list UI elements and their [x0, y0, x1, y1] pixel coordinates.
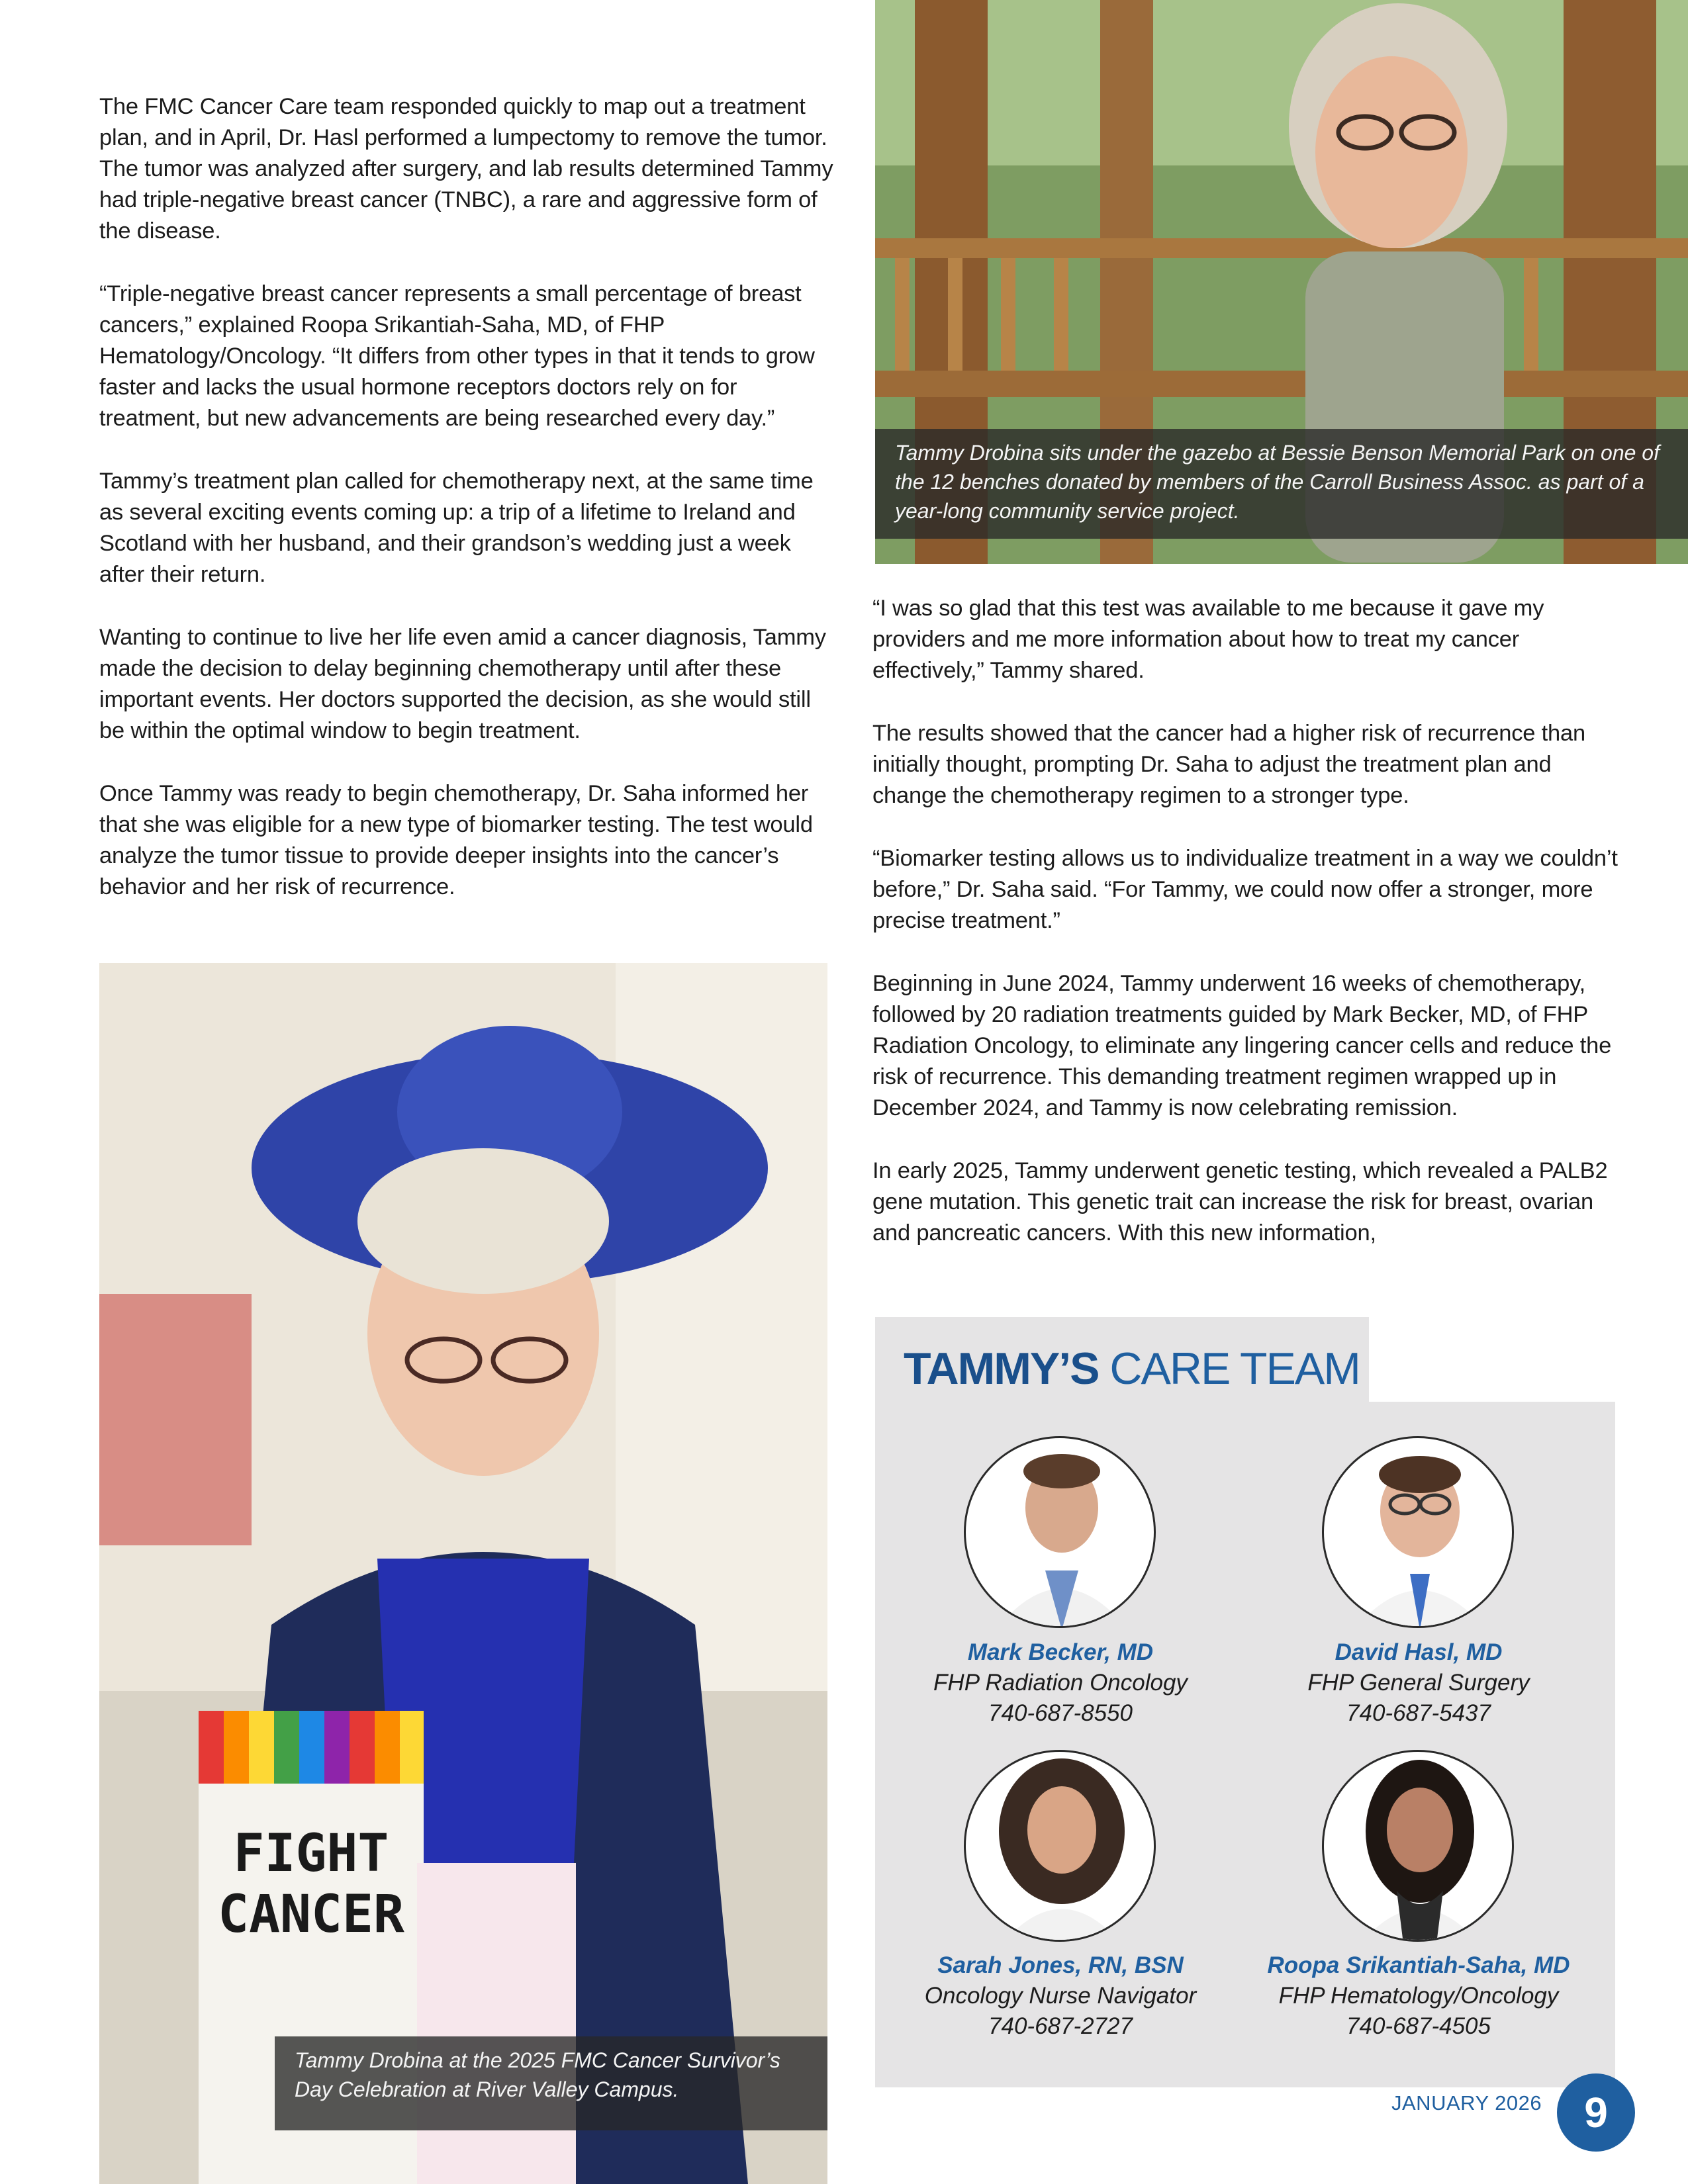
doctor-portrait-icon [1324, 1752, 1514, 1942]
bag-text-line1: FIGHT [233, 1824, 389, 1884]
nurse-portrait-icon [966, 1752, 1156, 1942]
member-role: FHP General Surgery [1307, 1670, 1530, 1696]
doctor-portrait-icon [1324, 1438, 1514, 1628]
article-paragraph: Tammy’s treatment plan called for chemotherapy next, at the same time as several exciting events coming up: a trip of a lifetime to Ireland and Scotland with her husband, and their grandson’s wedding just a week after their return. [99, 469, 814, 587]
article-paragraph: “Biomarker testing allows us to individualize treatment in a way we couldn’t before,” Dr. Saha said. “For Tammy, we could now offer a stronger, more precise treatment.” [872, 846, 1618, 933]
issue-date: JANUARY 2026 [1391, 2091, 1542, 2115]
member-name: David Hasl, MD [1335, 1639, 1503, 1665]
member-name: Roopa Srikantiah-Saha, MD [1267, 1952, 1570, 1978]
survivor-day-photo [99, 963, 827, 2184]
member-phone: 740-687-5437 [1346, 1700, 1491, 1726]
article-paragraph: The FMC Cancer Care team responded quickly to map out a treatment plan, and in April, Dr. Hasl performed a lumpectomy to remove the tumor. The tumor was analyzed after surgery, and lab results determined Tammy had triple-negative breast cancer (TNBC), a rare and aggressive form of the disease. [99, 94, 833, 244]
right-article-column [872, 593, 1620, 1281]
member-role: FHP Hematology/Oncology [1278, 1983, 1559, 2009]
survivor-day-scene [99, 963, 827, 2184]
member-name: Mark Becker, MD [967, 1639, 1154, 1665]
gazebo-photo [875, 0, 1688, 564]
article-paragraph: Beginning in June 2024, Tammy underwent 16 weeks of chemotherapy, followed by 20 radiation treatments guided by Mark Becker, MD, of FHP Radiation Oncology, to eliminate any lingering cancer cells and reduce the risk of recurrence. This demanding treatment regimen wrapped up in December 2024, and Tammy is now celebrating remission. [872, 971, 1612, 1120]
care-team-title [904, 1342, 1360, 1395]
member-role: FHP Radiation Oncology [933, 1670, 1188, 1696]
article-paragraph: “Triple-negative breast cancer represents a small percentage of breast cancers,” explained Roopa Srikantiah-Saha, MD, of FHP Hematology/Oncology. “It differs from other types in that it tends to grow faster and lacks the usual hormone receptors doctors rely on for treatment, but new advancements are being researched every day.” [99, 281, 815, 431]
care-team-title-light: CARE TEAM [1109, 1343, 1360, 1394]
member-role: Oncology Nurse Navigator [924, 1983, 1197, 2009]
survivor-day-photo-caption: Tammy Drobina at the 2025 FMC Cancer Survivor’s Day Celebration at River Valley Campus. [275, 2036, 827, 2130]
left-article-column [99, 91, 841, 934]
avatar [1322, 1436, 1514, 1628]
member-phone: 740-687-8550 [988, 1700, 1133, 1726]
avatar [964, 1750, 1156, 1942]
article-paragraph: Wanting to continue to live her life even amid a cancer diagnosis, Tammy made the decision to delay beginning chemotherapy until after these important events. Her doctors supported the decision, as she would still be within the optimal window to begin treatment. [99, 625, 826, 743]
article-paragraph: In early 2025, Tammy underwent genetic testing, which revealed a PALB2 gene mutation. This genetic trait can increase the risk for breast, ovarian and pancreatic cancers. With this new information, [872, 1158, 1608, 1246]
care-team-title-bold: TAMMY’S [904, 1343, 1099, 1394]
member-phone: 740-687-4505 [1346, 2013, 1491, 2039]
article-paragraph: “I was so glad that this test was available to me because it gave my providers and me more information about how to treat my cancer effectively,” Tammy shared. [872, 596, 1544, 683]
member-name: Sarah Jones, RN, BSN [937, 1952, 1184, 1978]
gazebo-photo-caption: Tammy Drobina sits under the gazebo at Bessie Benson Memorial Park on one of the 12 benches donated by members of the Carroll Business Assoc. as part of a year-long community service project. [875, 429, 1688, 539]
article-paragraph: The results showed that the cancer had a higher risk of recurrence than initially thought, prompting Dr. Saha to adjust the treatment plan and change the chemotherapy regimen to a stronger type. [872, 721, 1585, 808]
doctor-portrait-icon [966, 1438, 1156, 1628]
avatar [1322, 1750, 1514, 1942]
avatar [964, 1436, 1156, 1628]
bag-text-line2: CANCER [218, 1885, 404, 1944]
page-number: 9 [1557, 2073, 1635, 2152]
article-paragraph: Once Tammy was ready to begin chemotherapy, Dr. Saha informed her that she was eligible for a new type of biomarker testing. The test would analyze the tumor tissue to provide deeper insights into the cancer’s behavior and her risk of recurrence. [99, 781, 813, 899]
member-phone: 740-687-2727 [988, 2013, 1133, 2039]
bag-text [205, 1823, 417, 1945]
